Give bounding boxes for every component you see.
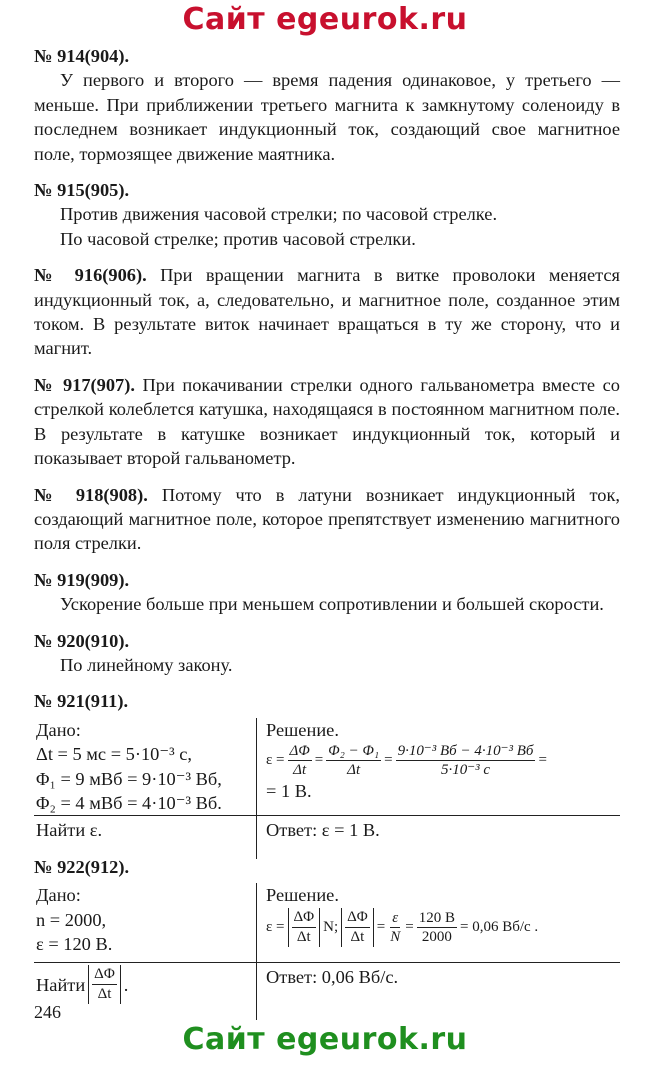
given-label: Дано: bbox=[36, 719, 81, 740]
abs-fraction bbox=[288, 908, 321, 947]
solution-equation: ε = $\frac{\Delta\Phi}{\Delta t}$ N; $\frac{\Delta\Phi}{\Delta t}$ = $\frac{\varepsilon}{N}$ = $\frac{120 В}{2000}$ = 0,06 Вб/с . bbox=[266, 908, 539, 945]
solution-equation: ε = $\frac{\Delta\Phi}{\Delta t}$ = $\frac{\text{Φ₂ − Φ₁}}{\Delta t}$ = $\frac{\text{9·10⁻³ Вб − 4·10⁻³ Вб}}{\text{5·10⁻³ с}}$ = bbox=[266, 743, 547, 779]
solution-divider bbox=[256, 718, 257, 860]
problem-917-text: При покачивании стрелки одного гальванометра вместе со стрелкой колеблется катушка, находящаяся в постоянном магнитном поле. В результате в катушке возникает индукционный ток, который и показывает второй гальванометр. bbox=[34, 374, 620, 469]
eq-mid: N; bbox=[323, 918, 339, 935]
problem-921-given bbox=[34, 718, 256, 816]
problem-914-text: У первого и второго — время падения одинаковое, у третьего — меньше. При приближении третьего магнита к замкнутому соленоиду в последнем возникает индукционный ток, создающий свое магнитное поле, тормозящее движение маятника. bbox=[34, 70, 620, 164]
eq-tail: = 1 В. bbox=[266, 781, 312, 802]
eq-lhs: ε = bbox=[266, 918, 285, 935]
site-watermark-bottom: Сайт egeurok.ru bbox=[182, 1022, 468, 1057]
solution-label: Решение. bbox=[266, 719, 339, 740]
problem-922-answer: Ответ: 0,06 Вб/с. bbox=[266, 967, 399, 988]
fraction bbox=[396, 742, 536, 779]
given-line: Δt = 5 мс = 5·10⁻³ с, bbox=[36, 744, 192, 765]
frac-den: Δt bbox=[97, 986, 112, 1003]
problem-922-find: Найти $\frac{\Delta\Phi}{\Delta t}$ . bbox=[36, 966, 129, 1003]
problem-916 bbox=[34, 263, 620, 361]
problem-921-find: Найти ε. bbox=[36, 820, 103, 841]
frac-den: 2000 bbox=[421, 928, 452, 945]
frac-den: Δt bbox=[350, 928, 365, 945]
frac-num: ε bbox=[392, 909, 399, 926]
frac-num: ΔΦ bbox=[92, 965, 117, 985]
problem-917 bbox=[34, 373, 620, 471]
given-line: n = 2000, bbox=[36, 909, 107, 930]
page-number: 246 bbox=[34, 1002, 61, 1022]
problem-915-line2: По часовой стрелке; против часовой стрелки. bbox=[60, 228, 416, 249]
given-line: Φ₁ = 9 мВб = 9·10⁻³ Вб, bbox=[36, 768, 222, 789]
problem-916-number: № 916(906). bbox=[34, 265, 147, 286]
eq-result: = 0,06 Вб/с . bbox=[459, 918, 539, 935]
problem-922-number: № 922(912). bbox=[34, 856, 130, 877]
eq-lhs: ε = bbox=[266, 752, 285, 769]
abs-fraction bbox=[88, 965, 121, 1004]
frac-num: 120 В bbox=[418, 909, 455, 926]
given-line: ε = 120 В. bbox=[36, 934, 113, 954]
abs-fraction bbox=[341, 908, 374, 947]
problem-921-number: № 921(911). bbox=[34, 691, 129, 712]
solution-divider bbox=[256, 883, 257, 1020]
problem-914-number: № 914(904). bbox=[34, 46, 130, 66]
given-line: Φ₂ = 4 мВб = 4·10⁻³ Вб. bbox=[36, 792, 222, 813]
problem-917-number: № 917(907). bbox=[34, 374, 135, 395]
frac-num: ΔΦ bbox=[345, 908, 370, 928]
fraction bbox=[417, 909, 457, 946]
problem-916-text: При вращении магнита в витке проволоки меняется индукционный ток, а, следовательно, и магнитное поле, созданное этим током. В результате виток начинает вращаться в ту же сторону, что и магнит. bbox=[34, 265, 620, 359]
frac-num: ΔΦ bbox=[289, 743, 310, 760]
frac-den: Δt bbox=[296, 928, 311, 945]
frac-num: ΔΦ bbox=[292, 908, 317, 928]
problem-918 bbox=[34, 483, 620, 556]
problem-922-given bbox=[34, 883, 256, 956]
find-label: Найти bbox=[36, 974, 86, 995]
problem-918-text: Потому что в латуни возникает индукционный ток, создающий магнитное поле, которое препятствует изменению магнитного поля стрелки. bbox=[34, 484, 620, 554]
problem-921-answer: Ответ: ε = 1 В. bbox=[266, 820, 380, 841]
problem-915-line1: Против движения часовой стрелки; по часовой стрелке. bbox=[60, 204, 498, 225]
frac-den: 5·10⁻³ с bbox=[440, 762, 491, 779]
fraction bbox=[288, 742, 312, 779]
page-content bbox=[34, 44, 620, 1004]
problem-915-number: № 915(905). bbox=[34, 180, 130, 201]
fraction bbox=[326, 742, 381, 779]
problem-922-solution-table bbox=[34, 883, 620, 963]
solution-label: Решение. bbox=[266, 885, 339, 906]
problem-922-solution bbox=[256, 883, 620, 956]
problem-919-number: № 919(909). bbox=[34, 569, 130, 590]
frac-den: Δt bbox=[293, 762, 307, 779]
problem-920-number: № 920(910). bbox=[34, 630, 130, 651]
site-watermark-top: Сайт egeurok.ru bbox=[182, 2, 468, 37]
frac-num: 9·10⁻³ Вб − 4·10⁻³ Вб bbox=[397, 743, 534, 760]
problem-921-solution-table bbox=[34, 718, 620, 817]
given-label: Дано: bbox=[36, 885, 81, 906]
frac-den: N bbox=[390, 928, 401, 945]
problem-918-number: № 918(908). bbox=[34, 484, 148, 505]
problem-919-text: Ускорение больше при меньшем сопротивлении и большей скорости. bbox=[60, 594, 604, 615]
problem-921-solution bbox=[256, 718, 620, 816]
frac-den: Δt bbox=[347, 762, 361, 779]
fraction bbox=[388, 909, 402, 946]
problem-920-text: По линейному закону. bbox=[60, 654, 233, 675]
frac-num: Φ₂ − Φ₁ bbox=[328, 743, 380, 760]
